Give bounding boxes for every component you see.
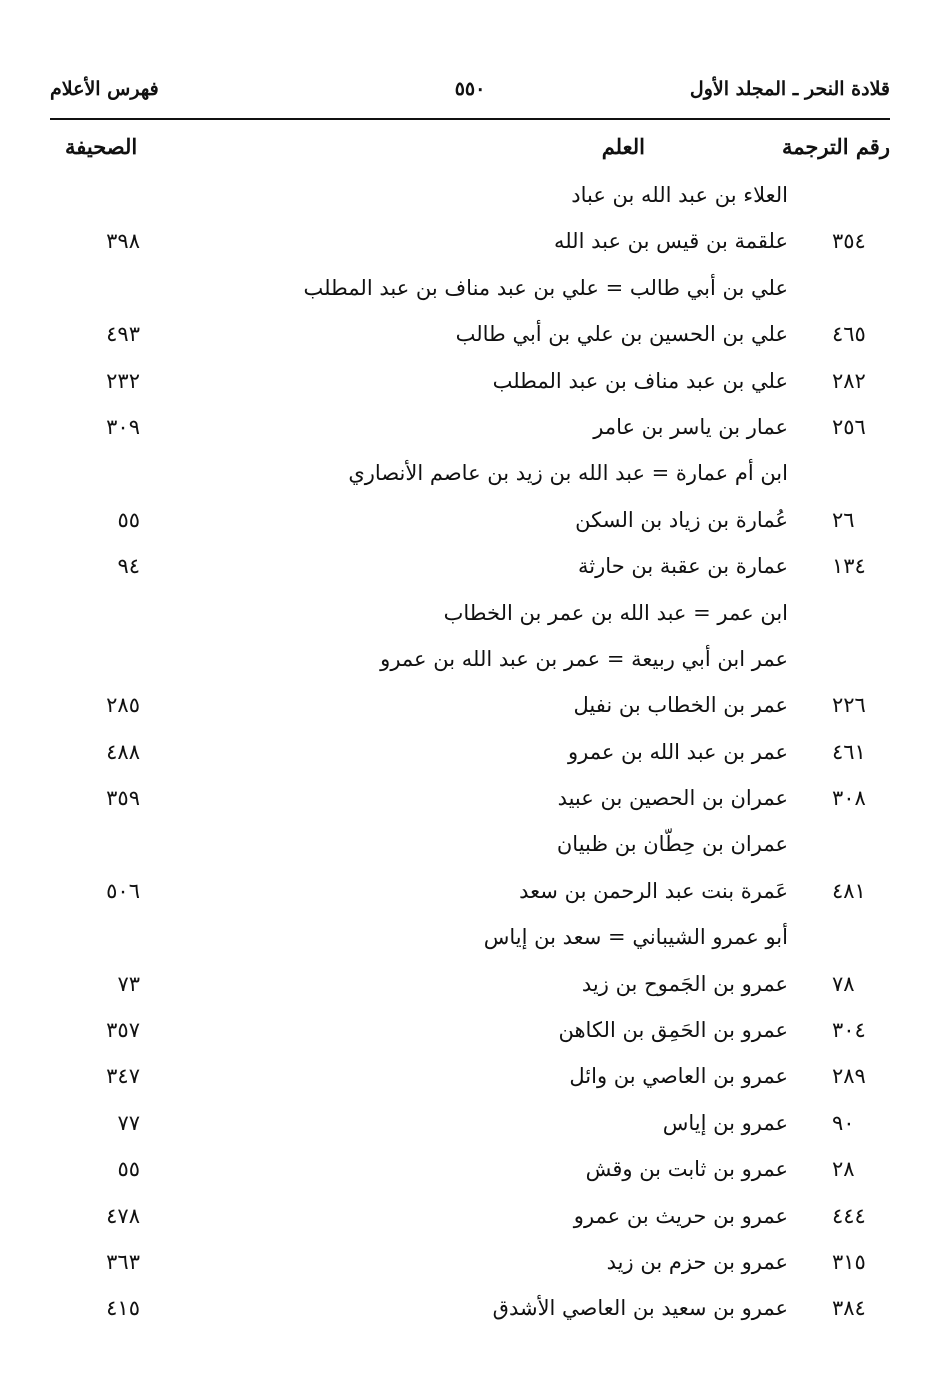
section-title: فهرس الأعلام [50,78,159,100]
index-row [50,1239,890,1285]
column-header-name: العلم [601,134,645,159]
entry-number: ٢٨٢ [832,368,866,393]
index-row [50,914,890,960]
entry-page: ٤٩٣ [106,322,140,347]
entry-number: ٤٨١ [832,878,866,903]
entry-number: ٤٦٥ [832,322,866,347]
entry-name: عَمرة بنت عبد الرحمن بن سعد [519,878,788,903]
entry-number: ١٣٤ [832,554,866,579]
entry-name: علي بن أبي طالب = علي بن عبد مناف بن عبد المطلب [303,275,788,300]
entry-page: ٣٦٣ [106,1249,140,1274]
entry-page: ٣٥٩ [106,786,140,811]
entry-page: ٧٧ [117,1110,140,1135]
entry-number: ٣٨٤ [832,1296,866,1321]
entry-name: ابن عمر = عبد الله بن عمر بن الخطاب [443,600,788,625]
entry-name: ابن أم عمارة = عبد الله بن زيد بن عاصم الأنصاري [348,461,788,486]
index-row [50,775,890,821]
entry-name: علي بن عبد مناف بن عبد المطلب [492,368,788,393]
index-row [50,1007,890,1053]
index-row [50,821,890,867]
entry-number: ٣٥٤ [832,229,866,254]
page-header [50,78,890,114]
index-row [50,868,890,914]
entry-page: ٥٥ [117,1157,140,1182]
entry-name: عمرو بن الحَمِق بن الكاهن [558,1018,788,1043]
entry-page: ٤٧٨ [106,1203,140,1228]
index-row [50,1100,890,1146]
index-row [50,682,890,728]
entry-name: علقمة بن قيس بن عبد الله [553,229,788,254]
entry-number: ٣٠٤ [832,1018,866,1043]
index-row [50,1193,890,1239]
entry-page: ٢٨٥ [106,693,140,718]
entry-name: عمران بن الحصين بن عبيد [557,786,788,811]
entry-number: ٣١٥ [832,1249,866,1274]
entry-page: ٣٥٧ [106,1018,140,1043]
index-row [50,1146,890,1192]
index-list [50,172,890,1332]
entry-name: عُمارة بن زياد بن السكن [575,507,788,532]
entry-page: ٩٤ [117,554,140,579]
entry-name: عمر ابن أبي ربيعة = عمر بن عبد الله بن عمرو [380,646,788,671]
entry-name: عمرو بن العاصي بن وائل [569,1064,788,1089]
entry-name: عمار بن ياسر بن عامر [593,414,788,439]
column-headers [50,134,890,168]
entry-name: العلاء بن عبد الله بن عباد [571,183,788,207]
entry-name: عمران بن حِطّان بن ظبيان [556,832,788,857]
entry-name: عمر بن الخطاب بن نفيل [573,693,788,718]
index-row [50,636,890,682]
entry-name: عمر بن عبد الله بن عمرو [567,739,788,764]
entry-number: ٢٨٩ [832,1064,866,1089]
entry-name: عمرو بن ثابت بن وقش [585,1157,788,1182]
index-row [50,218,890,264]
index-row [50,543,890,589]
page-number: ٥٥٠ [454,78,486,100]
column-header-number: رقم الترجمة [781,134,890,159]
entry-number: ٢٥٦ [832,414,866,439]
index-row [50,358,890,404]
index-row [50,1053,890,1099]
entry-number: ٢٦ [832,507,855,532]
entry-name: عمرو بن حريث بن عمرو [573,1203,788,1228]
entry-name: عمارة بن عقبة بن حارثة [578,554,788,579]
entry-name: علي بن الحسين بن علي بن أبي طالب [455,322,788,347]
index-row [50,729,890,775]
entry-name: عمرو بن الجَموح بن زيد [581,971,788,996]
entry-number: ٢٨ [832,1157,855,1182]
index-row [50,961,890,1007]
index-row [50,172,890,218]
index-row [50,450,890,496]
book-title: قلادة النحر ـ المجلد الأول [689,78,890,100]
header-divider [50,118,890,120]
entry-name: أبو عمرو الشيباني = سعد بن إياس [483,925,788,950]
entry-page: ٢٣٢ [106,368,140,393]
column-header-page: الصحيفة [65,134,138,159]
entry-page: ٣٩٨ [106,229,140,254]
entry-number: ٤٤٤ [832,1203,866,1228]
index-row [50,265,890,311]
index-row [50,404,890,450]
entry-page: ٥٠٦ [106,878,140,903]
index-row [50,590,890,636]
entry-page: ٣٤٧ [106,1064,140,1089]
entry-page: ٥٥ [117,507,140,532]
entry-name: عمرو بن حزم بن زيد [606,1249,788,1274]
entry-number: ٢٢٦ [832,693,866,718]
entry-page: ٧٣ [117,971,140,996]
entry-page: ٤٨٨ [106,739,140,764]
entry-page: ٤١٥ [106,1296,140,1321]
index-row [50,1285,890,1331]
entry-number: ٤٦١ [832,739,866,764]
entry-page: ٣٠٩ [106,414,140,439]
entry-name: عمرو بن إياس [662,1110,788,1135]
index-row [50,311,890,357]
entry-number: ٧٨ [832,971,855,996]
entry-number: ٩٠ [832,1110,855,1135]
index-row [50,497,890,543]
entry-number: ٣٠٨ [832,786,866,811]
entry-name: عمرو بن سعيد بن العاصي الأشدق [492,1296,788,1321]
